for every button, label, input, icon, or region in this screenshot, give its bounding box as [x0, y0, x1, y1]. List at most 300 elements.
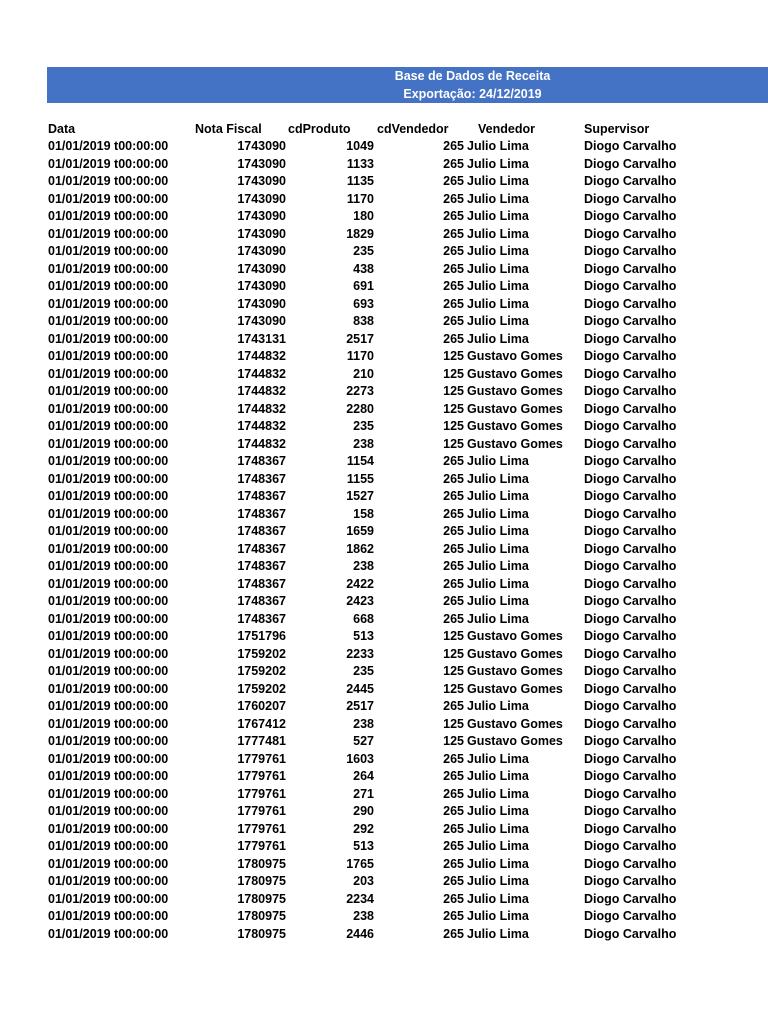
cell-data: 01/01/2019 t00:00:00	[48, 279, 169, 293]
cell-cd-produto: 513	[353, 839, 374, 853]
cell-supervisor: Diogo Carvalho	[584, 664, 677, 678]
cell-cd-vendedor: 265	[443, 576, 464, 591]
cell-cd-produto: 1170	[346, 349, 374, 363]
cell-vendedor: Gustavo Gomes	[467, 366, 563, 381]
cell-data: 01/01/2019 t00:00:00	[48, 856, 169, 871]
cell-cd-produto: 271	[353, 786, 374, 801]
cell-data: 01/01/2019 t00:00:00	[48, 244, 169, 258]
cell-cd-vendedor: 265	[443, 926, 464, 941]
cell-nota-fiscal: 1748367	[237, 489, 286, 503]
cell-data: 01/01/2019 t00:00:00	[48, 909, 169, 923]
cell-data: 01/01/2019 t00:00:00	[48, 436, 169, 451]
cell-cd-produto: 1170	[346, 191, 374, 206]
cell-nota-fiscal: 1744832	[237, 419, 286, 433]
table-row	[0, 436, 768, 454]
cell-cd-produto: 438	[353, 261, 374, 276]
cell-cd-vendedor: 265	[443, 506, 464, 521]
cell-supervisor: Diogo Carvalho	[584, 611, 677, 626]
cell-vendedor: Gustavo Gomes	[467, 419, 563, 433]
cell-cd-vendedor: 265	[443, 891, 464, 906]
cell-vendedor: Gustavo Gomes	[467, 664, 563, 678]
cell-cd-produto: 668	[353, 611, 374, 626]
cell-cd-produto: 691	[353, 279, 374, 293]
table-row	[0, 768, 768, 786]
cell-vendedor: Julio Lima	[467, 209, 529, 223]
cell-cd-vendedor: 265	[443, 909, 464, 923]
cell-vendedor: Julio Lima	[467, 751, 529, 766]
cell-nota-fiscal: 1743090	[237, 191, 286, 206]
cell-vendedor: Julio Lima	[467, 244, 529, 258]
cell-nota-fiscal: 1743090	[237, 244, 286, 258]
cell-vendedor: Julio Lima	[467, 594, 529, 608]
cell-cd-vendedor: 265	[443, 524, 464, 538]
cell-vendedor: Julio Lima	[467, 226, 529, 241]
cell-cd-produto: 2446	[346, 926, 374, 941]
cell-data: 01/01/2019 t00:00:00	[48, 594, 169, 608]
cell-cd-vendedor: 265	[443, 804, 464, 818]
cell-supervisor: Diogo Carvalho	[584, 839, 677, 853]
table-row	[0, 576, 768, 594]
table-row	[0, 278, 768, 296]
cell-cd-produto: 2517	[346, 331, 374, 346]
table-row	[0, 261, 768, 279]
cell-supervisor: Diogo Carvalho	[584, 576, 677, 591]
cell-nota-fiscal: 1767412	[237, 716, 286, 731]
table-row	[0, 191, 768, 209]
cell-cd-vendedor: 265	[443, 839, 464, 853]
table-row	[0, 733, 768, 751]
cell-cd-vendedor: 125	[443, 734, 464, 748]
cell-cd-vendedor: 265	[443, 279, 464, 293]
table-row	[0, 453, 768, 471]
cell-vendedor: Julio Lima	[467, 261, 529, 276]
cell-data: 01/01/2019 t00:00:00	[48, 629, 169, 643]
cell-cd-produto: 2517	[346, 699, 374, 713]
cell-cd-produto: 238	[353, 559, 374, 573]
cell-supervisor: Diogo Carvalho	[584, 506, 677, 521]
cell-cd-produto: 527	[353, 734, 374, 748]
cell-cd-produto: 693	[353, 296, 374, 311]
cell-data: 01/01/2019 t00:00:00	[48, 699, 169, 713]
cell-vendedor: Julio Lima	[467, 174, 529, 188]
cell-cd-vendedor: 125	[443, 646, 464, 661]
cell-data: 01/01/2019 t00:00:00	[48, 821, 169, 836]
cell-nota-fiscal: 1744832	[237, 401, 286, 416]
column-header-supervisor: Supervisor	[584, 122, 650, 136]
cell-data: 01/01/2019 t00:00:00	[48, 839, 169, 853]
table-row	[0, 873, 768, 891]
cell-supervisor: Diogo Carvalho	[584, 156, 677, 171]
table-row	[0, 751, 768, 769]
revenue-data-table	[0, 120, 768, 943]
cell-cd-produto: 2280	[346, 401, 374, 416]
cell-vendedor: Julio Lima	[467, 314, 529, 328]
cell-cd-produto: 158	[353, 506, 374, 521]
cell-vendedor: Julio Lima	[467, 524, 529, 538]
cell-supervisor: Diogo Carvalho	[584, 926, 677, 941]
cell-nota-fiscal: 1779761	[237, 804, 286, 818]
cell-nota-fiscal: 1759202	[237, 681, 286, 696]
report-header-banner	[47, 67, 768, 103]
cell-supervisor: Diogo Carvalho	[584, 734, 677, 748]
table-row	[0, 838, 768, 856]
column-header-data: Data	[48, 122, 76, 136]
cell-vendedor: Julio Lima	[467, 506, 529, 521]
cell-data: 01/01/2019 t00:00:00	[48, 926, 169, 941]
cell-cd-vendedor: 265	[443, 489, 464, 503]
table-row	[0, 558, 768, 576]
table-row	[0, 646, 768, 664]
table-body	[0, 138, 768, 943]
cell-cd-vendedor: 265	[443, 856, 464, 871]
cell-cd-produto: 1135	[346, 174, 374, 188]
cell-supervisor: Diogo Carvalho	[584, 436, 677, 451]
cell-vendedor: Gustavo Gomes	[467, 629, 563, 643]
table-row	[0, 628, 768, 646]
cell-nota-fiscal: 1743090	[237, 296, 286, 311]
cell-nota-fiscal: 1779761	[237, 786, 286, 801]
cell-cd-vendedor: 125	[443, 366, 464, 381]
column-header-cd-vendedor: cdVendedor	[377, 122, 449, 136]
table-row	[0, 226, 768, 244]
cell-cd-vendedor: 125	[443, 401, 464, 416]
cell-data: 01/01/2019 t00:00:00	[48, 314, 169, 328]
cell-cd-produto: 180	[353, 209, 374, 223]
cell-cd-produto: 2233	[346, 646, 374, 661]
cell-nota-fiscal: 1779761	[237, 769, 286, 783]
cell-data: 01/01/2019 t00:00:00	[48, 401, 169, 416]
table-row	[0, 593, 768, 611]
cell-supervisor: Diogo Carvalho	[584, 349, 677, 363]
cell-nota-fiscal: 1748367	[237, 576, 286, 591]
cell-cd-vendedor: 265	[443, 699, 464, 713]
cell-supervisor: Diogo Carvalho	[584, 821, 677, 836]
table-row	[0, 383, 768, 401]
cell-cd-vendedor: 125	[443, 716, 464, 731]
cell-cd-vendedor: 265	[443, 786, 464, 801]
cell-cd-vendedor: 265	[443, 541, 464, 556]
table-row	[0, 926, 768, 944]
cell-cd-vendedor: 265	[443, 559, 464, 573]
cell-cd-vendedor: 125	[443, 419, 464, 433]
cell-cd-vendedor: 125	[443, 436, 464, 451]
cell-vendedor: Julio Lima	[467, 804, 529, 818]
cell-cd-vendedor: 265	[443, 209, 464, 223]
cell-nota-fiscal: 1743090	[237, 226, 286, 241]
cell-data: 01/01/2019 t00:00:00	[48, 541, 169, 556]
cell-vendedor: Gustavo Gomes	[467, 401, 563, 416]
table-row	[0, 698, 768, 716]
table-row	[0, 313, 768, 331]
cell-cd-produto: 235	[353, 664, 374, 678]
cell-vendedor: Julio Lima	[467, 909, 529, 923]
cell-nota-fiscal: 1759202	[237, 646, 286, 661]
table-row	[0, 418, 768, 436]
cell-vendedor: Julio Lima	[467, 454, 529, 468]
table-row	[0, 821, 768, 839]
cell-nota-fiscal: 1777481	[237, 734, 286, 748]
cell-cd-produto: 2273	[346, 384, 374, 398]
table-row	[0, 488, 768, 506]
cell-cd-vendedor: 265	[443, 191, 464, 206]
cell-cd-vendedor: 265	[443, 139, 464, 153]
table-row	[0, 681, 768, 699]
cell-supervisor: Diogo Carvalho	[584, 804, 677, 818]
table-row	[0, 611, 768, 629]
cell-nota-fiscal: 1743090	[237, 279, 286, 293]
cell-data: 01/01/2019 t00:00:00	[48, 576, 169, 591]
cell-supervisor: Diogo Carvalho	[584, 786, 677, 801]
cell-nota-fiscal: 1780975	[237, 874, 286, 888]
cell-vendedor: Gustavo Gomes	[467, 349, 563, 363]
cell-cd-produto: 210	[353, 366, 374, 381]
cell-supervisor: Diogo Carvalho	[584, 454, 677, 468]
table-row	[0, 891, 768, 909]
cell-supervisor: Diogo Carvalho	[584, 559, 677, 573]
cell-vendedor: Julio Lima	[467, 489, 529, 503]
cell-nota-fiscal: 1744832	[237, 366, 286, 381]
cell-cd-produto: 235	[353, 419, 374, 433]
cell-nota-fiscal: 1743090	[237, 314, 286, 328]
cell-cd-produto: 2423	[346, 594, 374, 608]
table-row	[0, 908, 768, 926]
cell-vendedor: Julio Lima	[467, 874, 529, 888]
cell-data: 01/01/2019 t00:00:00	[48, 646, 169, 661]
cell-vendedor: Julio Lima	[467, 191, 529, 206]
cell-cd-vendedor: 265	[443, 874, 464, 888]
cell-nota-fiscal: 1760207	[237, 699, 286, 713]
cell-data: 01/01/2019 t00:00:00	[48, 419, 169, 433]
cell-data: 01/01/2019 t00:00:00	[48, 751, 169, 766]
cell-cd-produto: 2445	[346, 681, 374, 696]
cell-data: 01/01/2019 t00:00:00	[48, 471, 169, 486]
table-row	[0, 401, 768, 419]
cell-data: 01/01/2019 t00:00:00	[48, 734, 169, 748]
cell-data: 01/01/2019 t00:00:00	[48, 769, 169, 783]
cell-supervisor: Diogo Carvalho	[584, 524, 677, 538]
cell-data: 01/01/2019 t00:00:00	[48, 804, 169, 818]
export-date: Exportação: 24/12/2019	[403, 87, 542, 101]
cell-supervisor: Diogo Carvalho	[584, 909, 677, 923]
cell-vendedor: Julio Lima	[467, 891, 529, 906]
cell-cd-produto: 292	[353, 821, 374, 836]
cell-nota-fiscal: 1743090	[237, 139, 286, 153]
cell-vendedor: Julio Lima	[467, 296, 529, 311]
cell-vendedor: Julio Lima	[467, 471, 529, 486]
cell-nota-fiscal: 1779761	[237, 751, 286, 766]
cell-nota-fiscal: 1759202	[237, 664, 286, 678]
cell-data: 01/01/2019 t00:00:00	[48, 209, 169, 223]
cell-nota-fiscal: 1743090	[237, 156, 286, 171]
cell-cd-produto: 238	[353, 909, 374, 923]
cell-data: 01/01/2019 t00:00:00	[48, 174, 169, 188]
cell-vendedor: Gustavo Gomes	[467, 716, 563, 731]
table-row	[0, 296, 768, 314]
cell-supervisor: Diogo Carvalho	[584, 594, 677, 608]
cell-nota-fiscal: 1743131	[237, 331, 286, 346]
cell-data: 01/01/2019 t00:00:00	[48, 611, 169, 626]
cell-supervisor: Diogo Carvalho	[584, 489, 677, 503]
cell-vendedor: Gustavo Gomes	[467, 436, 563, 451]
cell-vendedor: Julio Lima	[467, 699, 529, 713]
cell-vendedor: Julio Lima	[467, 331, 529, 346]
cell-supervisor: Diogo Carvalho	[584, 541, 677, 556]
table-row	[0, 856, 768, 874]
cell-vendedor: Julio Lima	[467, 926, 529, 941]
cell-vendedor: Julio Lima	[467, 839, 529, 853]
table-row	[0, 471, 768, 489]
cell-cd-produto: 2422	[346, 576, 374, 591]
cell-supervisor: Diogo Carvalho	[584, 401, 677, 416]
cell-supervisor: Diogo Carvalho	[584, 751, 677, 766]
cell-data: 01/01/2019 t00:00:00	[48, 506, 169, 521]
table-row	[0, 243, 768, 261]
cell-supervisor: Diogo Carvalho	[584, 891, 677, 906]
cell-cd-produto: 203	[353, 874, 374, 888]
cell-cd-produto: 1133	[346, 156, 374, 171]
cell-data: 01/01/2019 t00:00:00	[48, 261, 169, 276]
cell-supervisor: Diogo Carvalho	[584, 209, 677, 223]
cell-cd-produto: 1659	[346, 524, 374, 538]
table-row	[0, 173, 768, 191]
cell-data: 01/01/2019 t00:00:00	[48, 331, 169, 346]
cell-cd-vendedor: 125	[443, 629, 464, 643]
column-header-cd-produto: cdProduto	[288, 122, 351, 136]
cell-supervisor: Diogo Carvalho	[584, 139, 677, 153]
cell-vendedor: Julio Lima	[467, 279, 529, 293]
cell-nota-fiscal: 1748367	[237, 506, 286, 521]
cell-data: 01/01/2019 t00:00:00	[48, 786, 169, 801]
cell-cd-produto: 1154	[346, 454, 374, 468]
table-row	[0, 716, 768, 734]
cell-cd-produto: 264	[353, 769, 374, 783]
table-row	[0, 366, 768, 384]
cell-data: 01/01/2019 t00:00:00	[48, 191, 169, 206]
column-header-nota-fiscal: Nota Fiscal	[195, 122, 262, 136]
cell-nota-fiscal: 1744832	[237, 436, 286, 451]
cell-vendedor: Julio Lima	[467, 611, 529, 626]
cell-cd-vendedor: 265	[443, 174, 464, 188]
cell-supervisor: Diogo Carvalho	[584, 366, 677, 381]
cell-supervisor: Diogo Carvalho	[584, 471, 677, 486]
cell-data: 01/01/2019 t00:00:00	[48, 366, 169, 381]
cell-supervisor: Diogo Carvalho	[584, 261, 677, 276]
cell-supervisor: Diogo Carvalho	[584, 769, 677, 783]
cell-data: 01/01/2019 t00:00:00	[48, 296, 169, 311]
cell-nota-fiscal: 1743090	[237, 209, 286, 223]
table-row	[0, 138, 768, 156]
cell-vendedor: Julio Lima	[467, 786, 529, 801]
cell-vendedor: Gustavo Gomes	[467, 734, 563, 748]
cell-data: 01/01/2019 t00:00:00	[48, 664, 169, 678]
cell-cd-vendedor: 265	[443, 244, 464, 258]
cell-cd-vendedor: 265	[443, 769, 464, 783]
cell-data: 01/01/2019 t00:00:00	[48, 489, 169, 503]
cell-cd-vendedor: 125	[443, 349, 464, 363]
cell-data: 01/01/2019 t00:00:00	[48, 681, 169, 696]
cell-data: 01/01/2019 t00:00:00	[48, 716, 169, 731]
cell-nota-fiscal: 1743090	[237, 261, 286, 276]
cell-vendedor: Julio Lima	[467, 541, 529, 556]
cell-nota-fiscal: 1748367	[237, 594, 286, 608]
cell-supervisor: Diogo Carvalho	[584, 279, 677, 293]
cell-cd-produto: 1049	[346, 139, 374, 153]
cell-cd-vendedor: 125	[443, 384, 464, 398]
table-header-row	[0, 120, 768, 138]
cell-nota-fiscal: 1748367	[237, 541, 286, 556]
cell-data: 01/01/2019 t00:00:00	[48, 349, 169, 363]
cell-cd-produto: 513	[353, 629, 374, 643]
column-header-vendedor: Vendedor	[478, 122, 535, 136]
cell-cd-produto: 2234	[346, 891, 374, 906]
cell-nota-fiscal: 1743090	[237, 174, 286, 188]
cell-supervisor: Diogo Carvalho	[584, 716, 677, 731]
cell-cd-produto: 235	[353, 244, 374, 258]
cell-cd-produto: 1829	[346, 226, 374, 241]
cell-cd-produto: 1862	[346, 541, 374, 556]
cell-cd-vendedor: 125	[443, 664, 464, 678]
cell-cd-vendedor: 265	[443, 611, 464, 626]
cell-cd-produto: 1155	[346, 471, 374, 486]
cell-nota-fiscal: 1748367	[237, 471, 286, 486]
cell-data: 01/01/2019 t00:00:00	[48, 156, 169, 171]
cell-cd-vendedor: 265	[443, 226, 464, 241]
cell-supervisor: Diogo Carvalho	[584, 646, 677, 661]
cell-nota-fiscal: 1748367	[237, 611, 286, 626]
cell-nota-fiscal: 1780975	[237, 856, 286, 871]
cell-cd-produto: 238	[353, 716, 374, 731]
cell-nota-fiscal: 1780975	[237, 891, 286, 906]
cell-cd-vendedor: 125	[443, 681, 464, 696]
cell-vendedor: Gustavo Gomes	[467, 646, 563, 661]
cell-vendedor: Julio Lima	[467, 156, 529, 171]
cell-data: 01/01/2019 t00:00:00	[48, 226, 169, 241]
table-row	[0, 541, 768, 559]
cell-supervisor: Diogo Carvalho	[584, 629, 677, 643]
cell-data: 01/01/2019 t00:00:00	[48, 891, 169, 906]
cell-cd-vendedor: 265	[443, 454, 464, 468]
cell-supervisor: Diogo Carvalho	[584, 244, 677, 258]
cell-supervisor: Diogo Carvalho	[584, 314, 677, 328]
cell-supervisor: Diogo Carvalho	[584, 699, 677, 713]
cell-data: 01/01/2019 t00:00:00	[48, 524, 169, 538]
cell-vendedor: Julio Lima	[467, 576, 529, 591]
cell-data: 01/01/2019 t00:00:00	[48, 874, 169, 888]
cell-cd-produto: 1765	[346, 856, 374, 871]
cell-nota-fiscal: 1779761	[237, 821, 286, 836]
cell-cd-vendedor: 265	[443, 751, 464, 766]
cell-cd-produto: 1603	[346, 751, 374, 766]
cell-vendedor: Gustavo Gomes	[467, 384, 563, 398]
cell-nota-fiscal: 1748367	[237, 524, 286, 538]
cell-cd-vendedor: 265	[443, 471, 464, 486]
cell-vendedor: Gustavo Gomes	[467, 681, 563, 696]
cell-supervisor: Diogo Carvalho	[584, 331, 677, 346]
table-row	[0, 803, 768, 821]
cell-nota-fiscal: 1779761	[237, 839, 286, 853]
cell-data: 01/01/2019 t00:00:00	[48, 139, 169, 153]
cell-vendedor: Julio Lima	[467, 769, 529, 783]
table-row	[0, 523, 768, 541]
cell-supervisor: Diogo Carvalho	[584, 419, 677, 433]
cell-nota-fiscal: 1744832	[237, 349, 286, 363]
cell-data: 01/01/2019 t00:00:00	[48, 454, 169, 468]
cell-cd-produto: 838	[353, 314, 374, 328]
cell-nota-fiscal: 1748367	[237, 454, 286, 468]
cell-supervisor: Diogo Carvalho	[584, 226, 677, 241]
table-row	[0, 663, 768, 681]
cell-cd-vendedor: 265	[443, 821, 464, 836]
